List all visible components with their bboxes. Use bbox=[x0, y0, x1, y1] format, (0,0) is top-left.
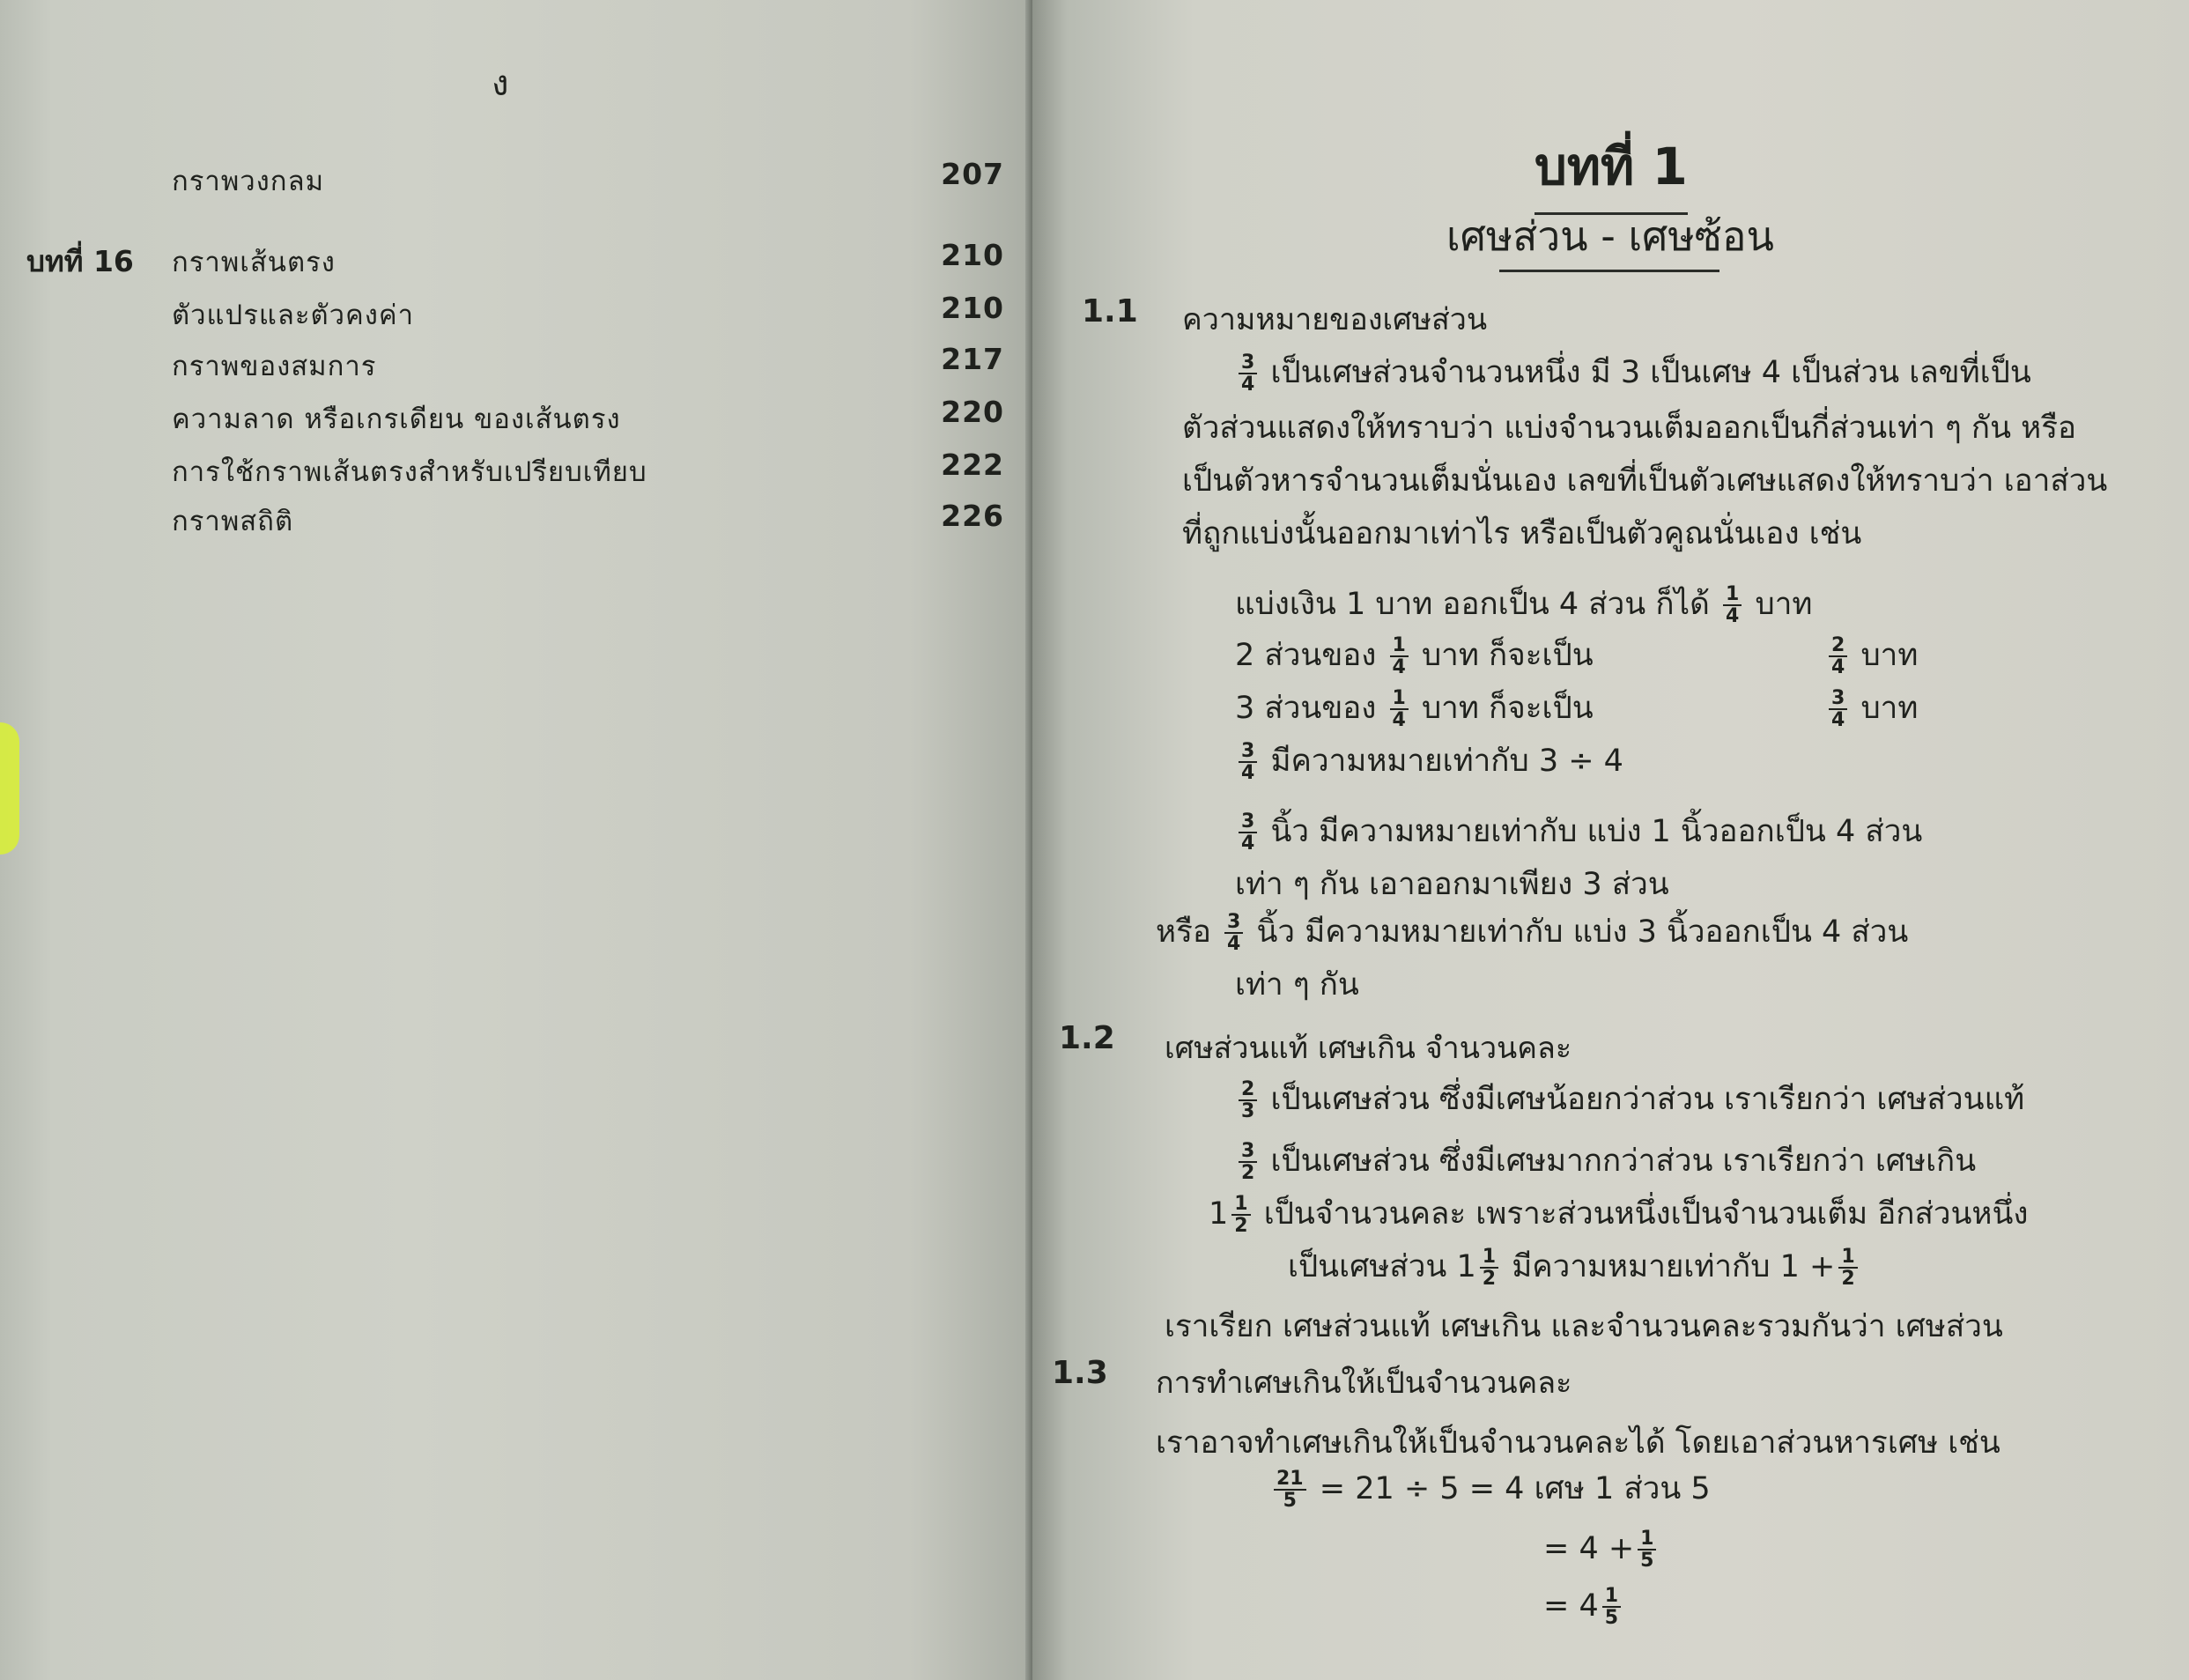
paragraph-line bbox=[1209, 1189, 2029, 1238]
fraction: $\frac{3}{4}$ bbox=[1239, 352, 1257, 395]
toc-entry-page: 222 bbox=[941, 448, 1004, 482]
section-number: 1.2 bbox=[1059, 1020, 1115, 1056]
example-line: เท่า ๆ กัน bbox=[1235, 967, 1359, 1003]
toc-chapter-label: บทที่ 16 bbox=[26, 244, 134, 278]
text: 3 ส่วนของ bbox=[1235, 691, 1377, 726]
fraction: $\frac{3}{4}$ bbox=[1239, 811, 1257, 854]
toc-entry-title: กราพของสมการ bbox=[172, 351, 377, 382]
paragraph-line: ตัวส่วนแสดงให้ทราบว่า แบ่งจำนวนเต็มออกเป็นกี่ส่วนเท่า ๆ กัน หรือ bbox=[1182, 411, 2077, 446]
fraction: $\frac{1}{5}$ bbox=[1602, 1586, 1621, 1628]
example-line bbox=[1235, 631, 1594, 679]
example-result bbox=[1825, 631, 1918, 679]
paragraph-line: เราเรียก เศษส่วนแท้ เศษเกิน และจำนวนคละรวมกันว่า เศษส่วน bbox=[1165, 1309, 2003, 1344]
example-line bbox=[1235, 580, 1812, 628]
text: หรือ bbox=[1156, 914, 1211, 950]
paragraph-line bbox=[1235, 1136, 1976, 1185]
chapter-title: บทที่ 1 bbox=[1535, 125, 1688, 215]
subtitle-rule bbox=[1499, 270, 1719, 272]
section-heading: ความหมายของเศษส่วน bbox=[1182, 302, 1488, 337]
text: 1 + bbox=[1779, 1249, 1836, 1284]
toc-entry-page: 217 bbox=[941, 342, 1004, 376]
text: = 21 ÷ 5 = 4 เศษ 1 ส่วน 5 bbox=[1319, 1471, 1711, 1506]
example-line bbox=[1235, 807, 1922, 855]
fraction: $\frac{3}{2}$ bbox=[1239, 1141, 1257, 1183]
fraction: $\frac{1}{2}$ bbox=[1231, 1194, 1250, 1236]
text: เป็นเศษส่วน ซึ่งมีเศษน้อยกว่าส่วน เราเรียกว่า เศษส่วนแท้ bbox=[1270, 1082, 2025, 1117]
example-line: เท่า ๆ กัน เอาออกมาเพียง 3 ส่วน bbox=[1235, 867, 1669, 902]
text: = 4 + bbox=[1543, 1531, 1635, 1567]
equation-line bbox=[1543, 1586, 1624, 1628]
fraction: $\frac{1}{4}$ bbox=[1390, 688, 1409, 730]
text: บาท bbox=[1860, 691, 1919, 726]
text: เป็นเศษส่วนจำนวนหนึ่ง มี 3 เป็นเศษ 4 เป็นส่วน เลขที่เป็น bbox=[1270, 355, 2031, 390]
paragraph-line bbox=[1235, 1075, 2024, 1123]
text: แบ่งเงิน 1 บาท ออกเป็น 4 ส่วน ก็ได้ bbox=[1235, 587, 1710, 622]
text: บาท ก็จะเป็น bbox=[1421, 691, 1594, 726]
paragraph-line bbox=[1235, 348, 2031, 396]
text: เป็นเศษส่วน ซึ่งมีเศษมากกว่าส่วน เราเรียกว่า เศษเกิน bbox=[1270, 1143, 1977, 1179]
text: 1 bbox=[1209, 1196, 1229, 1232]
page-marker: ง bbox=[492, 63, 509, 104]
example-result bbox=[1825, 684, 1918, 732]
text: เป็นจำนวนคละ เพราะส่วนหนึ่งเป็นจำนวนเต็ม อีกส่วนหนึ่ง bbox=[1263, 1196, 2029, 1232]
section-number: 1.3 bbox=[1052, 1355, 1108, 1391]
toc-entry-title: กราพวงกลม bbox=[172, 166, 325, 197]
toc-entry-title: การใช้กราพเส้นตรงสำหรับเปรียบเทียบ bbox=[172, 456, 647, 488]
right-page bbox=[1032, 0, 2189, 1680]
toc-entry-page: 210 bbox=[941, 291, 1004, 325]
equation-line bbox=[1270, 1464, 1711, 1513]
chapter-subtitle: เศษส่วน - เศษซ้อน bbox=[1446, 212, 1774, 260]
fraction: $\frac{3}{4}$ bbox=[1239, 741, 1257, 783]
fraction: $\frac{1}{4}$ bbox=[1390, 635, 1409, 677]
fraction: $\frac{3}{4}$ bbox=[1224, 912, 1243, 954]
example-line bbox=[1235, 684, 1594, 732]
fraction: $\frac{1}{5}$ bbox=[1638, 1528, 1656, 1571]
fraction: $\frac{1}{4}$ bbox=[1723, 584, 1742, 626]
paragraph-line: ที่ถูกแบ่งนั้นออกมาเท่าไร หรือเป็นตัวคูณนั่นเอง เช่น bbox=[1182, 516, 1862, 551]
text: เป็นเศษส่วน bbox=[1288, 1249, 1447, 1284]
fraction: $\frac{21}{5}$ bbox=[1274, 1469, 1306, 1511]
fraction: $\frac{1}{2}$ bbox=[1480, 1247, 1498, 1289]
fraction: $\frac{3}{4}$ bbox=[1829, 688, 1847, 730]
section-number: 1.1 bbox=[1082, 293, 1138, 329]
text: นิ้ว มีความหมายเท่ากับ แบ่ง 1 นิ้วออกเป็น 4 ส่วน bbox=[1270, 814, 1923, 849]
text: บาท bbox=[1755, 587, 1813, 622]
text: มีความหมายเท่ากับ bbox=[1512, 1249, 1771, 1284]
yellow-page-tab bbox=[0, 722, 19, 855]
toc-entry-title: ความลาด หรือเกรเดียน ของเส้นตรง bbox=[172, 403, 621, 435]
fraction: $\frac{2}{4}$ bbox=[1829, 635, 1847, 677]
text: 1 bbox=[1456, 1249, 1476, 1284]
text: นิ้ว มีความหมายเท่ากับ แบ่ง 3 นิ้วออกเป็น 4 ส่วน bbox=[1256, 914, 1909, 950]
toc-entry-page: 210 bbox=[941, 238, 1004, 272]
toc-entry-title: กราพเส้นตรง bbox=[172, 247, 336, 278]
text: บาท ก็จะเป็น bbox=[1421, 638, 1594, 673]
fraction: $\frac{1}{2}$ bbox=[1838, 1247, 1857, 1289]
example-line bbox=[1235, 736, 1623, 785]
fraction: $\frac{2}{3}$ bbox=[1239, 1079, 1257, 1121]
toc-entry-page: 207 bbox=[941, 157, 1004, 191]
example-line bbox=[1156, 907, 1908, 956]
text: มีความหมายเท่ากับ 3 ÷ 4 bbox=[1270, 744, 1623, 779]
paragraph-line: เราอาจทำเศษเกินให้เป็นจำนวนคละได้ โดยเอาส่วนหารเศษ เช่น bbox=[1156, 1425, 2000, 1461]
text: บาท bbox=[1860, 638, 1919, 673]
toc-entry-title: ตัวแปรและตัวคงค่า bbox=[172, 300, 415, 331]
left-page bbox=[0, 0, 1032, 1680]
equation-line bbox=[1543, 1528, 1660, 1571]
toc-entry-page: 226 bbox=[941, 499, 1004, 533]
text: = 4 bbox=[1543, 1588, 1599, 1624]
paragraph-line: เป็นตัวหารจำนวนเต็มนั่นเอง เลขที่เป็นตัวเศษแสดงให้ทราบว่า เอาส่วน bbox=[1182, 463, 2108, 499]
section-heading: การทำเศษเกินให้เป็นจำนวนคละ bbox=[1156, 1365, 1572, 1401]
toc-entry-page: 220 bbox=[941, 395, 1004, 429]
section-heading: เศษส่วนแท้ เศษเกิน จำนวนคละ bbox=[1165, 1031, 1572, 1066]
toc-entry-title: กราพสถิติ bbox=[172, 506, 294, 537]
text: 2 ส่วนของ bbox=[1235, 638, 1377, 673]
paragraph-line bbox=[1288, 1242, 1861, 1291]
